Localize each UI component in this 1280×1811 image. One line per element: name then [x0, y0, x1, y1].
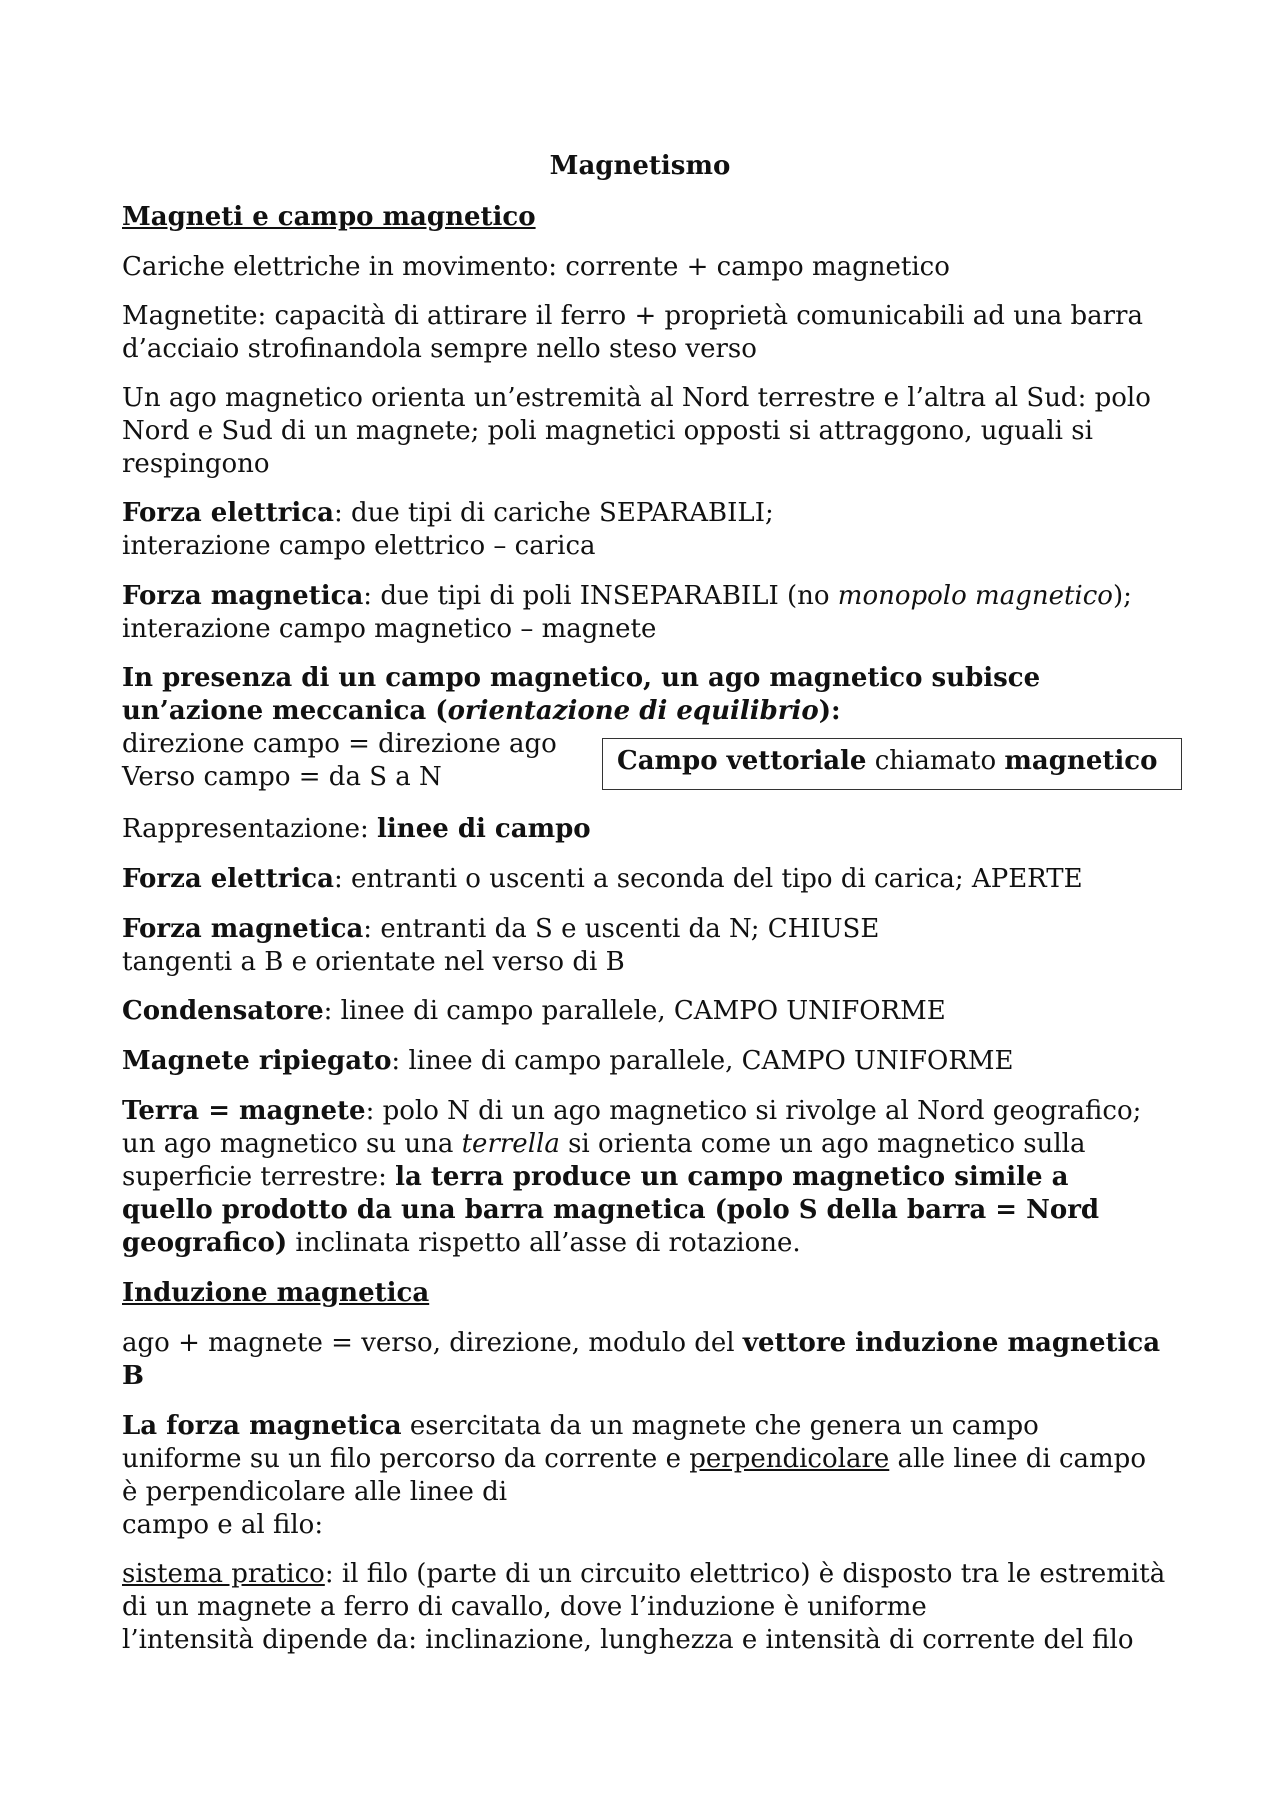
text-segment: : entranti da S e uscenti da N; CHIUSE: [363, 914, 880, 944]
italic-term: orientazione di equilibrio: [447, 696, 819, 726]
section-heading-magneti: Magneti e campo magnetico: [122, 202, 536, 232]
text-line: [122, 580, 1172, 613]
text-segment: si orienta come un ago magnetico sulla: [559, 1129, 1086, 1159]
text-line: Un ago magnetico orienta un’estremità al Nord terrestre e l’altra al Sud: polo: [122, 383, 1151, 413]
page-title: Magnetismo: [549, 151, 731, 181]
text-line: [122, 1045, 1172, 1078]
text-line: tangenti a B e orientate nel verso di B: [122, 947, 625, 977]
text-line: Verso campo = da S a N: [122, 762, 442, 792]
bold-term: vettore induzione magnetica: [742, 1328, 1161, 1358]
text-line: Cariche elettriche in movimento: corrente + campo magnetico: [122, 252, 950, 282]
text-line: [122, 1327, 1172, 1360]
text-segment: : entranti o uscenti a seconda del tipo di carica; APERTE: [333, 864, 1083, 894]
text-line: [122, 1161, 1172, 1194]
text-segment: esercitata da un magnete che genera un campo: [401, 1411, 1039, 1441]
bold-term: La forza magnetica: [122, 1411, 402, 1441]
text-line: [122, 662, 1172, 695]
text-line: [122, 1128, 1172, 1161]
bold-term: Condensatore: [122, 996, 324, 1026]
text-segment: ago + magnete = verso, direzione, modulo del: [122, 1328, 743, 1358]
paragraph-forza-magnetica-linee: [122, 913, 1172, 979]
text-line: di un magnete a ferro di cavallo, dove l’induzione è uniforme: [122, 1592, 927, 1622]
text-line: [122, 1360, 1172, 1393]
text-segment: : il filo (parte di un circuito elettrico) è disposto tra le estremità: [324, 1559, 1166, 1589]
paragraph-forza-magnetica-filo: [122, 1410, 1172, 1542]
underlined-term: perpendicolare: [689, 1444, 890, 1474]
text-segment: );: [1112, 581, 1132, 611]
text-segment: alle linee di campo: [889, 1444, 1146, 1474]
text-line: [122, 813, 1172, 846]
bold-text: quello prodotto da una barra magnetica (polo S della barra = Nord: [122, 1195, 1100, 1225]
text-segment: : polo N di un ago magnetico si rivolge al Nord geografico;: [365, 1096, 1142, 1126]
bold-text: la terra produce un campo magnetico simile a: [395, 1162, 1069, 1192]
text-line: interazione campo magnetico – magnete: [122, 614, 657, 644]
text-line: campo e al filo:: [122, 1510, 324, 1540]
text-line: [122, 1227, 1172, 1260]
text-line: [122, 1410, 1172, 1443]
text-segment: un’azione meccanica (: [122, 696, 448, 726]
text-segment: Rappresentazione:: [122, 814, 378, 844]
text-segment: superficie terrestre:: [122, 1162, 396, 1192]
section-heading-induzione: Induzione magnetica: [122, 1278, 430, 1308]
text-line: [122, 695, 1172, 728]
paragraph-forza-magnetica: [122, 580, 1172, 646]
text-segment: chiamato: [866, 746, 1005, 776]
bold-term: Forza elettrica: [122, 864, 334, 894]
bold-term: Forza magnetica: [122, 581, 364, 611]
paragraph-rappresentazione: [122, 813, 1172, 846]
paragraph-cariche: [122, 251, 1172, 284]
bold-text: In presenza di un campo magnetico, un ago magnetico subisce: [122, 663, 1041, 693]
text-line: respingono: [122, 449, 270, 479]
paragraph-sistema-pratico: [122, 1558, 1172, 1657]
text-line: [122, 1443, 1172, 1476]
text-segment: : linee di campo parallele, CAMPO UNIFORME: [323, 996, 946, 1026]
text-segment: : due tipi di poli INSEPARABILI (no: [363, 581, 838, 611]
text-line: [122, 1558, 1172, 1591]
text-line: è perpendicolare alle linee di: [122, 1477, 508, 1507]
paragraph-forza-elettrica-linee: [122, 863, 1172, 896]
text-line: Magnetite: capacità di attirare il ferro + proprietà comunicabili ad una barra: [122, 301, 1143, 331]
paragraph-terra: [122, 1095, 1172, 1260]
text-segment: uniforme su un filo percorso da corrente e: [122, 1444, 690, 1474]
text-segment: : due tipi di cariche SEPARABILI;: [333, 498, 774, 528]
text-segment: un ago magnetico su una: [122, 1129, 462, 1159]
text-line: [122, 913, 1172, 946]
paragraph-magnete-ripiegato: [122, 1045, 1172, 1078]
bold-term: linee di campo: [377, 814, 591, 844]
callout-box: [602, 738, 1182, 790]
text-line: [122, 863, 1172, 896]
text-line: d’acciaio strofinandola sempre nello steso verso: [122, 334, 757, 364]
text-line: interazione campo elettrico – carica: [122, 531, 596, 561]
bold-text: [122, 696, 841, 726]
paragraph-condensatore: [122, 995, 1172, 1028]
text-line: l’intensità dipende da: inclinazione, lunghezza e intensità di corrente del filo: [122, 1625, 1134, 1655]
text-line: direzione campo = direzione ago: [122, 729, 557, 759]
bold-text: geografico): [122, 1228, 288, 1258]
italic-term: terrella: [461, 1129, 560, 1159]
bold-term: Magnete ripiegato: [122, 1046, 392, 1076]
text-line: Nord e Sud di un magnete; poli magnetici opposti si attraggono, uguali si: [122, 416, 1093, 446]
bold-term: Forza magnetica: [122, 914, 364, 944]
italic-term: monopolo magnetico: [837, 581, 1113, 611]
text-segment: ):: [818, 696, 841, 726]
text-segment: : linee di campo parallele, CAMPO UNIFORME: [391, 1046, 1014, 1076]
bold-term: B: [122, 1361, 144, 1391]
text-segment: inclinata rispetto all’asse di rotazione.: [287, 1228, 801, 1258]
bold-term: Terra = magnete: [122, 1096, 366, 1126]
text-line: [122, 1194, 1172, 1227]
underlined-term: sistema pratico: [122, 1559, 325, 1589]
paragraph-magnetite: [122, 300, 1172, 366]
paragraph-ago-magnetico: [122, 382, 1172, 481]
bold-term: Forza elettrica: [122, 498, 334, 528]
paragraph-vettore-induzione: [122, 1327, 1172, 1393]
text-line: [122, 497, 1172, 530]
text-line: [122, 1095, 1172, 1128]
paragraph-forza-elettrica: [122, 497, 1172, 563]
bold-term: magnetico: [1004, 746, 1158, 776]
bold-term: Campo vettoriale: [617, 746, 867, 776]
text-line: [122, 995, 1172, 1028]
